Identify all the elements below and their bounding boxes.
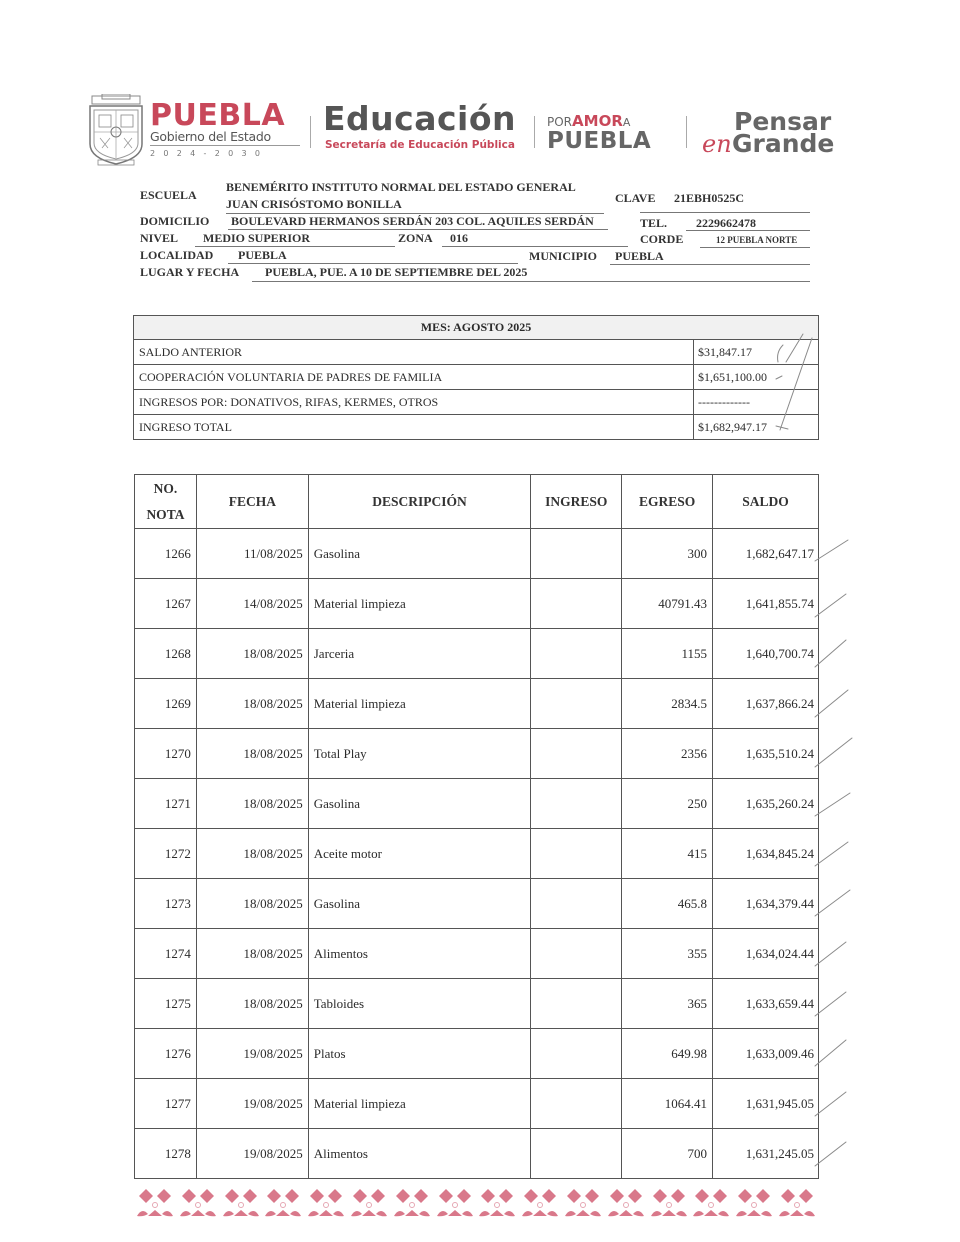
summary-amount: ------------- [694,390,819,415]
cell-descripcion: Gasolina [308,779,531,829]
en-text: en [702,130,732,158]
cell-nota: 1277 [135,1079,197,1129]
ornament-icon [222,1186,260,1220]
column-header-fecha: FECHA [196,475,308,529]
cell-descripcion: Alimentos [308,1129,531,1179]
cell-fecha: 18/08/2025 [196,879,308,929]
cell-saldo: 1,634,024.44 [713,929,819,979]
coat-of-arms-icon [88,94,144,166]
cell-descripcion: Total Play [308,729,531,779]
zona-label: ZONA [398,231,433,245]
ledger-header-row [135,475,819,529]
cell-nota: 1269 [135,679,197,729]
cell-saldo: 1,634,379.44 [713,879,819,929]
pensar-text: Pensar [734,107,832,136]
cell-descripcion: Gasolina [308,529,531,579]
cell-saldo: 1,641,855.74 [713,579,819,629]
cell-egreso: 1064.41 [622,1079,713,1129]
a-text: A [622,116,631,129]
cell-nota: 1272 [135,829,197,879]
educacion-logo-subtitle: Secretaría de Educación Pública [325,139,515,151]
table-row [135,1129,819,1179]
ledger-table [134,474,819,1179]
puebla-text: PUEBLA [547,128,652,154]
puebla-logo-title: PUEBLA [150,98,286,133]
cell-ingreso [531,529,622,579]
table-row [135,829,819,879]
cell-descripcion: Material limpieza [308,1079,531,1129]
monthly-summary-table [133,315,819,440]
table-row [135,679,819,729]
ornament-icon [607,1186,645,1220]
nivel-label: NIVEL [140,231,179,245]
table-row [135,579,819,629]
cell-saldo: 1,633,009.46 [713,1029,819,1079]
cell-ingreso [531,929,622,979]
cell-nota: 1276 [135,1029,197,1079]
cell-nota: 1275 [135,979,197,1029]
cell-ingreso [531,779,622,829]
localidad-value: PUEBLA [238,248,287,262]
cell-ingreso [531,579,622,629]
cell-fecha: 18/08/2025 [196,679,308,729]
tel-label: TEL. [640,216,668,230]
ornament-icon [307,1186,345,1220]
cell-nota: 1274 [135,929,197,979]
ornament-icon [179,1186,217,1220]
municipio-value: PUEBLA [615,249,664,263]
cell-saldo: 1,633,659.44 [713,979,819,1029]
localidad-label: LOCALIDAD [140,248,214,262]
cell-fecha: 18/08/2025 [196,829,308,879]
cell-nota: 1271 [135,779,197,829]
cell-egreso: 2834.5 [622,679,713,729]
table-row [135,729,819,779]
domicilio-label: DOMICILIO [140,214,210,228]
summary-row [134,340,819,365]
nivel-value: MEDIO SUPERIOR [203,231,311,245]
ornament-icon [478,1186,516,1220]
pensar-en-grande-logo [702,107,862,160]
cell-nota: 1266 [135,529,197,579]
ornament-icon [136,1186,174,1220]
ornament-icon [564,1186,602,1220]
ornament-icon [350,1186,388,1220]
cell-saldo: 1,640,700.74 [713,629,819,679]
ornament-icon [393,1186,431,1220]
cell-fecha: 18/08/2025 [196,729,308,779]
cell-ingreso [531,629,622,679]
cell-ingreso [531,879,622,929]
cell-egreso: 250 [622,779,713,829]
por-amor-a-puebla-logo [547,114,651,152]
cell-saldo: 1,682,647.17 [713,529,819,579]
cell-fecha: 14/08/2025 [196,579,308,629]
cell-fecha: 11/08/2025 [196,529,308,579]
table-row [135,1029,819,1079]
summary-title: MES: AGOSTO 2025 [134,316,819,340]
corde-label: CORDE [640,232,684,246]
cell-fecha: 19/08/2025 [196,1029,308,1079]
summary-concept: SALDO ANTERIOR [134,340,694,365]
summary-concept: COOPERACIÓN VOLUNTARIA DE PADRES DE FAMILIA [134,365,694,390]
logo-header [88,94,868,168]
cell-nota: 1270 [135,729,197,779]
summary-amount: $1,651,100.00 [694,365,819,390]
cell-nota: 1273 [135,879,197,929]
cell-egreso: 355 [622,929,713,979]
puebla-logo-subtitle: Gobierno del Estado [150,130,300,146]
cell-saldo: 1,635,510.24 [713,729,819,779]
cell-saldo: 1,634,845.24 [713,829,819,879]
cell-nota: 1278 [135,1129,197,1179]
puebla-logo-years: 2024-2030 [150,149,269,158]
table-row [135,979,819,1029]
summary-row [134,415,819,440]
table-row [135,1079,819,1129]
cell-saldo: 1,635,260.24 [713,779,819,829]
cell-egreso: 40791.43 [622,579,713,629]
summary-concept: INGRESO TOTAL [134,415,694,440]
table-row [135,629,819,679]
table-row [135,779,819,829]
clave-value: 21EBH0525C [674,191,745,205]
logo-divider [686,116,687,148]
table-row [135,529,819,579]
cell-descripcion: Jarceria [308,629,531,679]
escuela-name-line2: JUAN CRISÓSTOMO BONILLA [226,197,402,211]
puebla-government-logo [150,98,300,158]
cell-fecha: 19/08/2025 [196,1129,308,1179]
tel-value: 2229662478 [696,216,756,230]
cell-ingreso [531,829,622,879]
cell-descripcion: Aceite motor [308,829,531,879]
column-header-ingreso: INGRESO [531,475,622,529]
cell-saldo: 1,631,945.05 [713,1079,819,1129]
cell-descripcion: Material limpieza [308,679,531,729]
column-header-egreso: EGRESO [622,475,713,529]
cell-descripcion: Platos [308,1029,531,1079]
domicilio-value: BOULEVARD HERMANOS SERDÁN 203 COL. AQUILES SERDÁN [231,214,594,228]
cell-egreso: 700 [622,1129,713,1179]
cell-egreso: 465.8 [622,879,713,929]
escuela-label: ESCUELA [140,188,197,202]
por-text: POR [547,115,573,129]
cell-fecha: 18/08/2025 [196,629,308,679]
cell-fecha: 18/08/2025 [196,779,308,829]
cell-egreso: 365 [622,979,713,1029]
table-row [135,929,819,979]
summary-concept: INGRESOS POR: DONATIVOS, RIFAS, KERMES, OTROS [134,390,694,415]
ornament-icon [692,1186,730,1220]
ornament-icon [778,1186,816,1220]
column-header-saldo: SALDO [713,475,819,529]
cell-fecha: 19/08/2025 [196,1079,308,1129]
cell-descripcion: Alimentos [308,929,531,979]
cell-fecha: 18/08/2025 [196,929,308,979]
cell-ingreso [531,679,622,729]
grande-text: Grande [732,129,835,158]
amor-text: AMOR [572,112,623,130]
decorative-footer-border [136,1186,816,1220]
cell-ingreso [531,729,622,779]
cell-fecha: 18/08/2025 [196,979,308,1029]
educacion-logo-title: Educación [323,99,517,138]
corde-value: 12 PUEBLA NORTE [716,235,798,245]
ornament-icon [436,1186,474,1220]
cell-egreso: 1155 [622,629,713,679]
logo-divider [534,116,535,148]
municipio-label: MUNICIPIO [529,249,597,263]
summary-amount: $31,847.17 [694,340,819,365]
summary-row [134,390,819,415]
educacion-logo [323,99,517,151]
column-header-nota: NO. NOTA [135,475,197,529]
table-row [135,879,819,929]
ornament-icon [264,1186,302,1220]
ornament-icon [735,1186,773,1220]
cell-nota: 1268 [135,629,197,679]
column-header-descripcion: DESCRIPCIÓN [308,475,531,529]
lugar-fecha-value: PUEBLA, PUE. A 10 DE SEPTIEMBRE DEL 2025 [265,265,528,279]
cell-ingreso [531,1079,622,1129]
logo-divider [310,116,311,148]
cell-descripcion: Material limpieza [308,579,531,629]
cell-saldo: 1,637,866.24 [713,679,819,729]
cell-ingreso [531,1129,622,1179]
summary-amount: $1,682,947.17 [694,415,819,440]
cell-egreso: 649.98 [622,1029,713,1079]
cell-nota: 1267 [135,579,197,629]
cell-ingreso [531,1029,622,1079]
zona-value: 016 [450,231,468,245]
cell-descripcion: Gasolina [308,879,531,929]
ornament-icon [650,1186,688,1220]
clave-label: CLAVE [615,191,656,205]
escuela-name-line1: BENEMÉRITO INSTITUTO NORMAL DEL ESTADO GENERAL [226,180,576,194]
cell-saldo: 1,631,245.05 [713,1129,819,1179]
cell-descripcion: Tabloides [308,979,531,1029]
cell-egreso: 2356 [622,729,713,779]
summary-row [134,365,819,390]
lugar-fecha-label: LUGAR Y FECHA [140,265,240,279]
cell-ingreso [531,979,622,1029]
cell-egreso: 415 [622,829,713,879]
ornament-icon [521,1186,559,1220]
cell-egreso: 300 [622,529,713,579]
